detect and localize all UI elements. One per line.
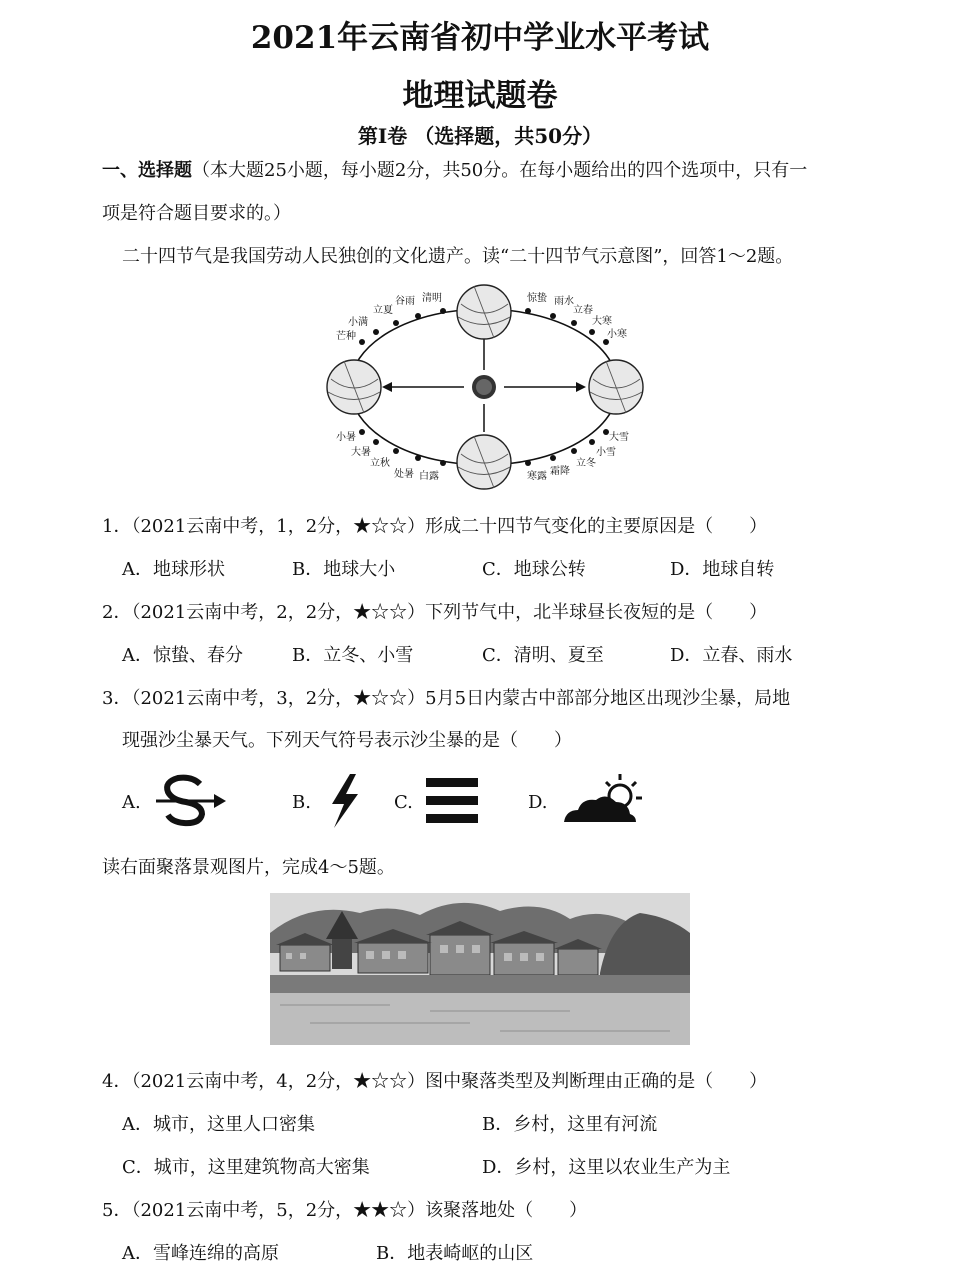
q3-option-c[interactable]: C. xyxy=(394,792,413,813)
instructions-line-1 xyxy=(102,156,807,182)
question-5-stem: 5．（2021云南中考，5，2分，★★☆）该聚落地处（ ） xyxy=(102,1200,588,1221)
solar-terms-diagram xyxy=(318,282,658,500)
term-label: 惊蛰 xyxy=(527,293,547,304)
q5-option-a[interactable]: A．雪峰连绵的高原 xyxy=(122,1243,279,1264)
term-label: 立冬 xyxy=(576,458,596,469)
term-label: 霜降 xyxy=(550,466,570,477)
instructions-line-2: 项是符合题目要求的。） xyxy=(102,203,291,224)
intro-solar-terms: 二十四节气是我国劳动人民独创的文化遗产。读“二十四节气示意图”，回答1～2题。 xyxy=(122,246,794,267)
term-label: 大雪 xyxy=(609,432,629,443)
term-label: 清明 xyxy=(422,293,442,304)
sandstorm-icon xyxy=(152,772,228,828)
term-label: 白露 xyxy=(419,471,439,482)
term-label: 芒种 xyxy=(336,331,356,342)
q2-option-d[interactable]: D．立春、雨水 xyxy=(670,645,793,666)
term-label: 立秋 xyxy=(370,458,390,469)
q1-option-d[interactable]: D．地球自转 xyxy=(670,559,775,580)
term-label: 立春 xyxy=(573,305,593,316)
q1-option-a[interactable]: A．地球形状 xyxy=(122,559,225,580)
q2-option-b[interactable]: B．立冬、小雪 xyxy=(292,645,414,666)
term-label: 处暑 xyxy=(394,469,414,480)
term-label: 小寒 xyxy=(607,329,627,340)
settlement-landscape-image xyxy=(270,893,690,1045)
q3-option-d[interactable]: D. xyxy=(528,792,548,813)
section-title: 第Ⅰ卷 （选择题，共50分） xyxy=(357,124,603,148)
page-subtitle: 地理试题卷 xyxy=(402,78,558,114)
q3-option-a[interactable]: A. xyxy=(122,792,141,813)
fog-icon xyxy=(426,778,478,824)
section-heading: 一、选择题 xyxy=(102,160,192,181)
question-1-stem: 1．（2021云南中考，1，2分，★☆☆）形成二十四节气变化的主要原因是（ ） xyxy=(102,516,768,537)
q2-option-c[interactable]: C．清明、夏至 xyxy=(482,645,604,666)
q1-option-c[interactable]: C．地球公转 xyxy=(482,559,586,580)
question-4-stem: 4．（2021云南中考，4，2分，★☆☆）图中聚落类型及判断理由正确的是（ ） xyxy=(102,1071,768,1092)
intro-settlement: 读右面聚落景观图片，完成4～5题。 xyxy=(102,857,395,878)
term-label: 大暑 xyxy=(351,447,371,458)
term-label: 雨水 xyxy=(554,296,574,307)
q4-option-d[interactable]: D．乡村，这里以农业生产为主 xyxy=(482,1157,731,1178)
q4-option-a[interactable]: A．城市，这里人口密集 xyxy=(122,1114,315,1135)
question-3-stem-line-2: 现强沙尘暴天气。下列天气符号表示沙尘暴的是（ ） xyxy=(122,730,572,751)
term-label: 小暑 xyxy=(336,432,356,443)
term-label: 大寒 xyxy=(592,316,612,327)
term-label: 小雪 xyxy=(596,447,616,458)
cloudy-sun-icon xyxy=(562,772,644,826)
term-label: 谷雨 xyxy=(395,296,415,307)
term-label: 小满 xyxy=(348,317,368,328)
question-2-stem: 2．（2021云南中考，2，2分，★☆☆）下列节气中，北半球昼长夜短的是（ ） xyxy=(102,602,768,623)
instructions-text: （本大题25小题，每小题2分，共50分。在每小题给出的四个选项中，只有一 xyxy=(192,160,808,181)
q2-option-a[interactable]: A．惊蛰、春分 xyxy=(122,645,243,666)
q4-option-c[interactable]: C．城市，这里建筑物高大密集 xyxy=(122,1157,370,1178)
q5-option-b[interactable]: B．地表崎岖的山区 xyxy=(376,1243,534,1264)
q4-option-b[interactable]: B．乡村，这里有河流 xyxy=(482,1114,658,1135)
lightning-icon xyxy=(326,772,362,830)
page-title: 2021年云南省初中学业水平考试 xyxy=(250,20,710,56)
q3-option-b[interactable]: B. xyxy=(292,792,311,813)
term-label: 立夏 xyxy=(373,305,393,316)
q1-option-b[interactable]: B．地球大小 xyxy=(292,559,396,580)
term-label: 寒露 xyxy=(527,471,547,482)
question-3-stem-line-1: 3．（2021云南中考，3，2分，★☆☆）5月5日内蒙古中部部分地区出现沙尘暴，局地 xyxy=(102,688,791,709)
